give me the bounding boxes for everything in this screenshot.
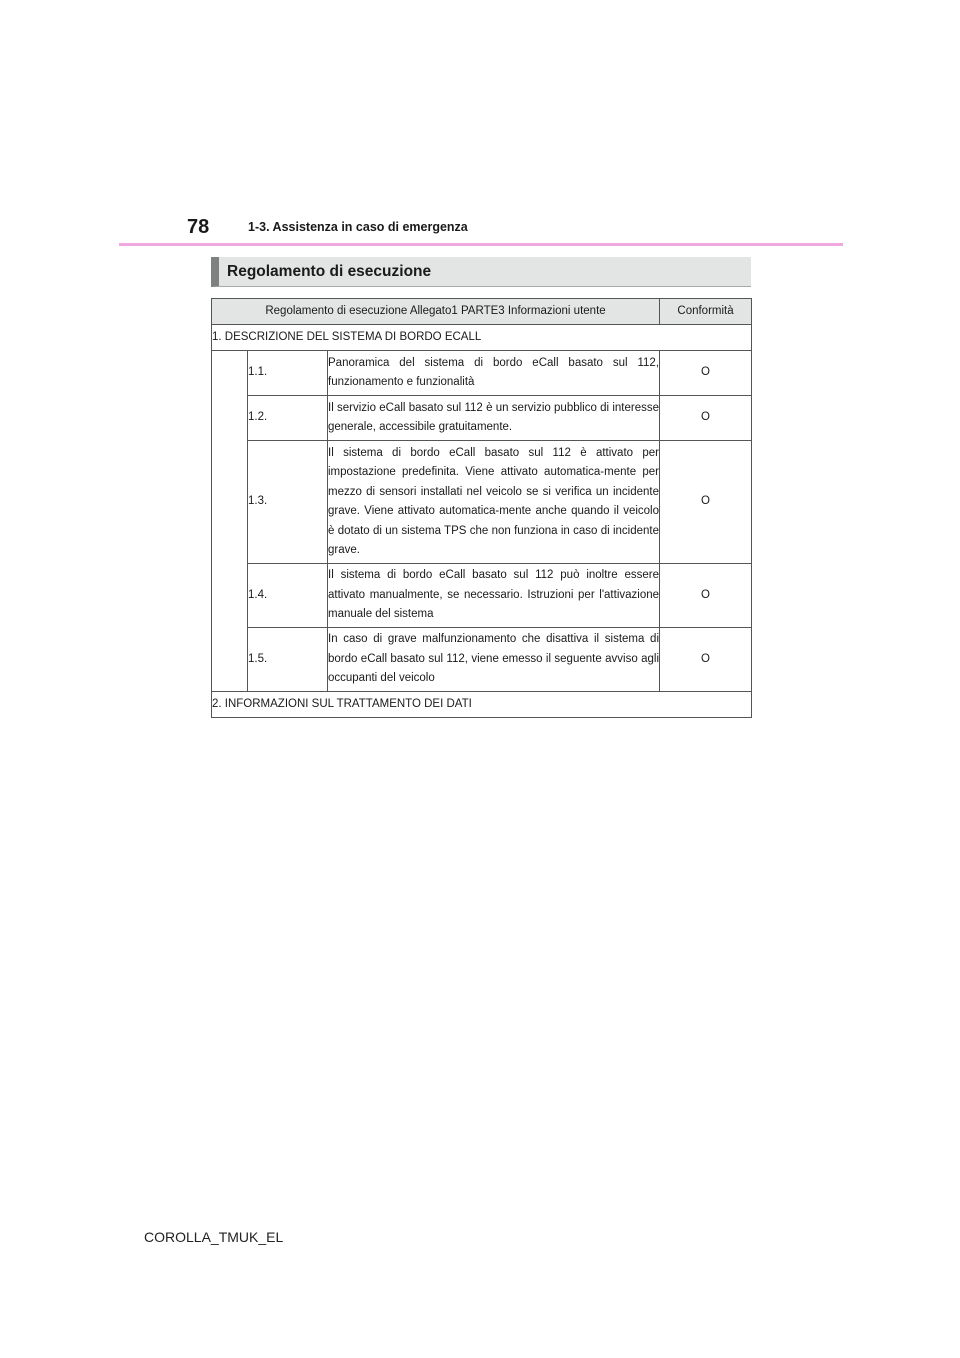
conformity-mark: O (660, 351, 752, 396)
section-1-label: 1. DESCRIZIONE DEL SISTEMA DI BORDO ECALL (212, 325, 752, 351)
model-code-footer: COROLLA_TMUK_EL (144, 1229, 284, 1245)
table-row (212, 441, 752, 564)
conformity-mark: O (660, 396, 752, 441)
row-text: Il servizio eCall basato sul 112 è un servizio pubblico di interesse generale, accessibile gratuitamente. (328, 396, 660, 441)
indent-cell (212, 351, 248, 692)
section-2-label: 2. INFORMAZIONI SUL TRATTAMENTO DEI DATI (212, 692, 752, 718)
section-title: Regolamento di esecuzione (227, 263, 432, 280)
table-row (212, 351, 752, 396)
row-number: 1.1. (248, 351, 328, 396)
row-text: Panoramica del sistema di bordo eCall basato sul 112, funzionamento e funzionalità (328, 351, 660, 396)
row-number: 1.5. (248, 628, 328, 692)
table-row (212, 396, 752, 441)
conformity-mark: O (660, 564, 752, 628)
row-text: Il sistema di bordo eCall basato sul 112 è attivato per impostazione predefinita. Viene attivato automatica-mente per mezzo di sensori installati nel veicolo se si verifica un incidente grave. Viene attivato automatica-mente anche quando il veicolo è dotato di un sistema TPS che non funziona in caso di incidente grave. (328, 441, 660, 564)
table-section-row (212, 325, 752, 351)
table-row (212, 628, 752, 692)
row-text: Il sistema di bordo eCall basato sul 112 può inoltre essere attivato manualmente, se necessario. Istruzioni per l'attivazione manuale del sistema (328, 564, 660, 628)
column-header-conformity: Conformità (660, 299, 752, 325)
header-divider (119, 243, 843, 246)
table-header-row (212, 299, 752, 325)
table-section-row (212, 692, 752, 718)
conformity-mark: O (660, 441, 752, 564)
page-number: 78 (187, 216, 210, 238)
row-number: 1.3. (248, 441, 328, 564)
regulation-table (211, 298, 752, 718)
column-header-requirement: Regolamento di esecuzione Allegato1 PARTE3 Informazioni utente (212, 299, 660, 325)
row-number: 1.2. (248, 396, 328, 441)
section-title-bar (211, 257, 751, 287)
row-number: 1.4. (248, 564, 328, 628)
chapter-header: 1-3. Assistenza in caso di emergenza (248, 220, 468, 234)
table-row (212, 564, 752, 628)
row-text: In caso di grave malfunzionamento che disattiva il sistema di bordo eCall basato sul 112, viene emesso il seguente avviso agli occupanti del veicolo (328, 628, 660, 692)
conformity-mark: O (660, 628, 752, 692)
